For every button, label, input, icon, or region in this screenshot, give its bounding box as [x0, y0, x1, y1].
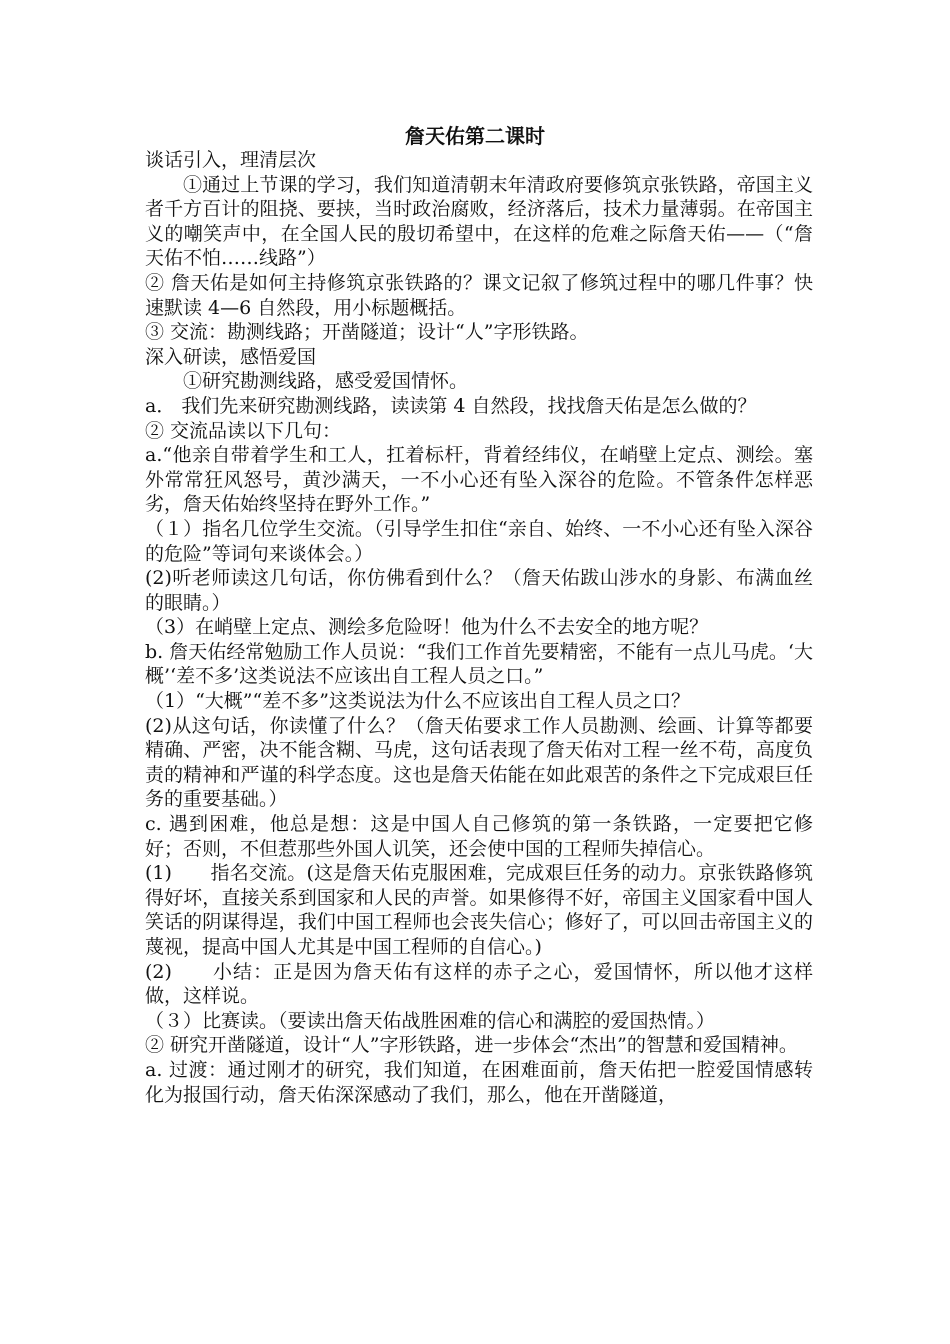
paragraph: ② 詹天佑是如何主持修筑京张铁路的？课文记叙了修筑过程中的哪几件事？快速默读 4—6 自然段，用小标题概括。: [145, 271, 813, 319]
paragraph: （３）比赛读。（要读出詹天佑战胜困难的信心和满腔的爱国热情。）: [145, 1009, 716, 1032]
paragraph: a.“他亲自带着学生和工人，扛着标杆，背着经纬仪，在峭壁上定点、测绘。塞外常常狂风怒号，黄沙满天，一不小心还有坠入深谷的危险。不管条件怎样恶劣，詹天佑始终坚持在野外工作。”: [145, 444, 813, 516]
paragraph: (2)从这句话，你读懂了什么？（詹天佑要求工作人员勘测、绘画、计算等都要精确、严密，决不能含糊、马虎，这句话表现了詹天佑对工程一丝不苟，高度负责的精神和严谨的科学态度。这也是詹天佑能在如此艰苦的条件之下完成艰巨任务的重要基础。）: [145, 714, 813, 811]
paragraph: ② 交流品读以下几句：: [145, 419, 342, 442]
paragraph: （1）“大概”“差不多”这类说法为什么不应该出自工程人员之口？: [145, 690, 690, 713]
paragraph: a． 我们先来研究勘测线路，读读第 4 自然段，找找詹天佑是怎么做的？: [145, 394, 757, 417]
paragraph: ①通过上节课的学习，我们知道清朝末年清政府要修筑京张铁路，帝国主义者千方百计的阻挠、要挟，当时政治腐败，经济落后，技术力量薄弱。在帝国主义的嘲笑声中，在全国人民的殷切希望中，在这样的危难之际詹天佑——（“詹天佑不怕……线路”）: [145, 173, 813, 270]
paragraph: 深入研读，感悟爱国: [145, 345, 317, 368]
paragraph: ② 研究开凿隧道，设计“人”字形铁路，进一步体会“杰出”的智慧和爱国精神。: [145, 1034, 798, 1057]
paragraph: ①研究勘测线路，感受爱国情怀。: [183, 370, 469, 393]
paragraph: (1) 指名交流。(这是詹天佑克服困难，完成艰巨任务的动力。京张铁路修筑得好坏，直接关系到国家和人民的声誉。如果修得不好，帝国主义国家看中国人笑话的阴谋得逞，我们中国工程师也会丧失信心；修好了，可以回击帝国主义的蔑视，提高中国人尤其是中国工程师的自信心。): [145, 862, 813, 958]
paragraph: 谈话引入，理清层次: [145, 149, 317, 171]
paragraph: b. 詹天佑经常勉励工作人员说：“我们工作首先要精密，不能有一点儿马虎。‘大概’‘差不多’这类说法不应该出自工程人员之口。”: [145, 640, 813, 688]
paragraph: (2)听老师读这几句话，你仿佛看到什么？（詹天佑跋山涉水的身影、布满血丝的眼睛。）: [145, 567, 813, 614]
paragraph: a. 过渡：通过刚才的研究，我们知道，在困难面前，詹天佑把一腔爱国情感转化为报国行动，詹天佑深深感动了我们，那么，他在开凿隧道，: [145, 1058, 813, 1106]
paragraph: （3）在峭壁上定点、测绘多危险呀！他为什么不去安全的地方呢？: [145, 616, 709, 639]
paragraph: ③ 交流：勘测线路；开凿隧道；设计“人”字形铁路。: [145, 321, 589, 344]
paragraph: （１）指名几位学生交流。（引导学生扣住“亲自、始终、一不小心还有坠入深谷的危险”等词句来谈体会。）: [145, 517, 813, 565]
paragraph: c. 遇到困难，他总是想：这是中国人自己修筑的第一条铁路，一定要把它修好；否则，不但惹那些外国人讥笑，还会使中国的工程师失掉信心。: [145, 813, 813, 860]
document-body: [145, 148, 813, 1107]
document-title: 詹天佑第二课时: [405, 124, 545, 148]
paragraph: (2) 小结：正是因为詹天佑有这样的赤子之心，爱国情怀，所以他才这样做，这样说。: [145, 960, 813, 1008]
